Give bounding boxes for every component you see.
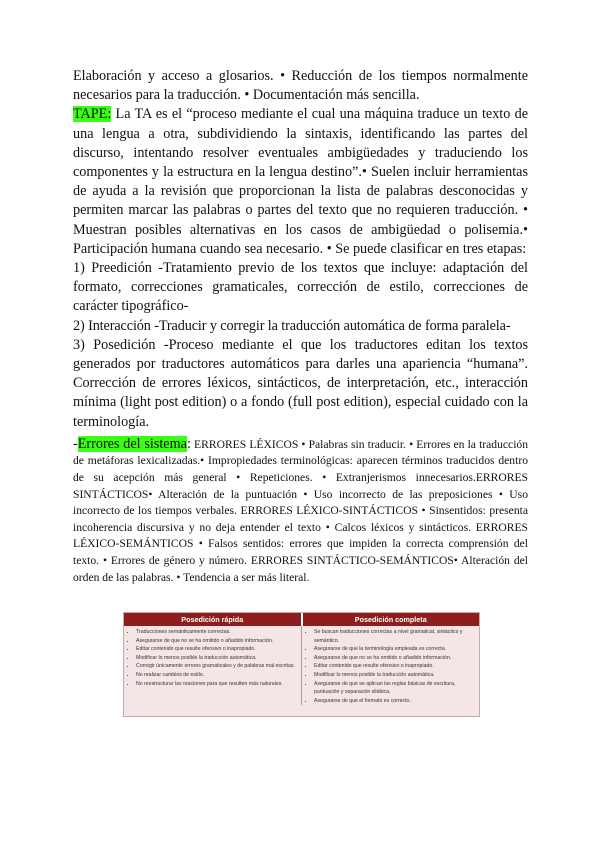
list-item: • Corregir únicamente errores gramaticales y de palabras mal escritas. xyxy=(136,662,298,671)
list-item: • Modificar lo menos posible la traducción automática. xyxy=(136,654,298,663)
stage-preedicion: 1) Preedición -Tratamiento previo de los textos que incluye: adaptación del formato, correcciones gramaticales, corrección de estilo, correcciones de carácter tipográfico- xyxy=(73,260,528,315)
errors-paragraph xyxy=(73,436,528,586)
errors-colon: : xyxy=(186,435,191,452)
tape-paragraph xyxy=(73,105,528,259)
rapida-cell xyxy=(124,626,302,705)
stage-posedicion: 3) Posedición -Proceso mediante el que los traductores editan los textos generados por traductores automáticos para darles una apariencia “humana”. Corrección de errores léxicos, sintácticos, de interpretación, etc., interacción mínima (light post edition) o a fondo (full post edition), especial cuidado con la terminología. xyxy=(73,336,528,430)
col-header-completa: Posedición completa xyxy=(302,613,480,626)
list-item: • Asegurarse de que se aplican las reglas básicas de escritura, puntuación y separación silábica. xyxy=(314,680,476,697)
errors-prefix: - xyxy=(73,435,78,452)
list-item: • Editar contenido que resulte ofensivo o inapropiado. xyxy=(136,645,298,654)
posedicion-table xyxy=(123,612,480,717)
list-item: • Editar contenido que resulte ofensivo o inapropiado. xyxy=(314,662,476,671)
errors-label: Errores del sistema xyxy=(77,435,187,452)
list-item: • Asegurarse de que no se ha omitido o añadido información. xyxy=(136,637,298,646)
list-item: • Traducciones semánticamente correctas. xyxy=(136,628,298,637)
document-body xyxy=(73,67,528,586)
list-item: • Asegurarse de que no se ha omitido o añadido información. xyxy=(314,654,476,663)
tape-text: La TA es el “proceso mediante el cual una máquina traduce un texto de una lengua a otra, subdividiendo la sintaxis, identificando las partes del discurso, intentando resolver eventuales ambigüedades y traduciendo los componentes y la estructura en la lengua destino”.• Suelen incluir herramientas de ayuda a la revisión que proporcionan la lista de palabras desconocidas y permiten marcar las palabras o partes del texto que no requieren traducción. • Muestran posibles alternativas en los casos de ambigüedad o polisemia.• Participación humana cuando sea necesario. • Se puede clasificar en tres etapas: xyxy=(73,106,528,257)
stage-interaccion: 2) Interacción -Traducir y corregir la traducción automática de forma paralela- xyxy=(73,317,511,334)
tape-label: TAPE: xyxy=(73,106,112,123)
list-item: • No realizar cambios de estilo. xyxy=(136,671,298,680)
list-item: • No reestructurar las oraciones para que resulten más naturales. xyxy=(136,680,298,689)
intro-paragraph: Elaboración y acceso a glosarios. • Reducción de los tiempos normalmente necesarios para la traducción. • Documentación más sencilla. xyxy=(73,68,528,104)
completa-cell xyxy=(302,626,480,705)
list-item: • Modificar lo menos posible la traducción automática. xyxy=(314,671,476,680)
list-item: • Asegurarse de que el formato es correcto. xyxy=(314,697,476,706)
list-item: • Asegurarse de que la terminología empleada es correcta. xyxy=(314,645,476,654)
errors-text: ERRORES LÉXICOS • Palabras sin traducir. • Errores en la traducción de metáforas lexicalizadas.• Impropiedades terminológicas: aparecen términos traducidos dentro de su acepción más general • Repeticiones. • Extranjerismos innecesarios.ERRORES SINTÁCTICOS• Alteración de la puntuación • Uso incorrecto de las preposiciones • Uso incorrecto de los tiempos verbales. ERRORES LÉXICO-SINTÁCTICOS • Sinsentidos: presenta incoherencia discursiva y no deja entender el texto • Calcos léxicos y sintácticos. ERRORES LÉXICO-SEMÁNTICOS • Falsos sentidos: errores que impiden la correcta comprensión del texto. • Errores de género y número. ERRORES SINTÁCTICO-SEMÁNTICOS• Alteración del orden de las palabras. • Tendencia a ser más literal. xyxy=(73,437,529,584)
list-item: • Se buscan traducciones correctas a nivel gramatical, sintáctico y semántico. xyxy=(314,628,476,645)
completa-list xyxy=(305,628,476,705)
rapida-list xyxy=(127,628,298,688)
col-header-rapida: Posedición rápida xyxy=(124,613,302,626)
